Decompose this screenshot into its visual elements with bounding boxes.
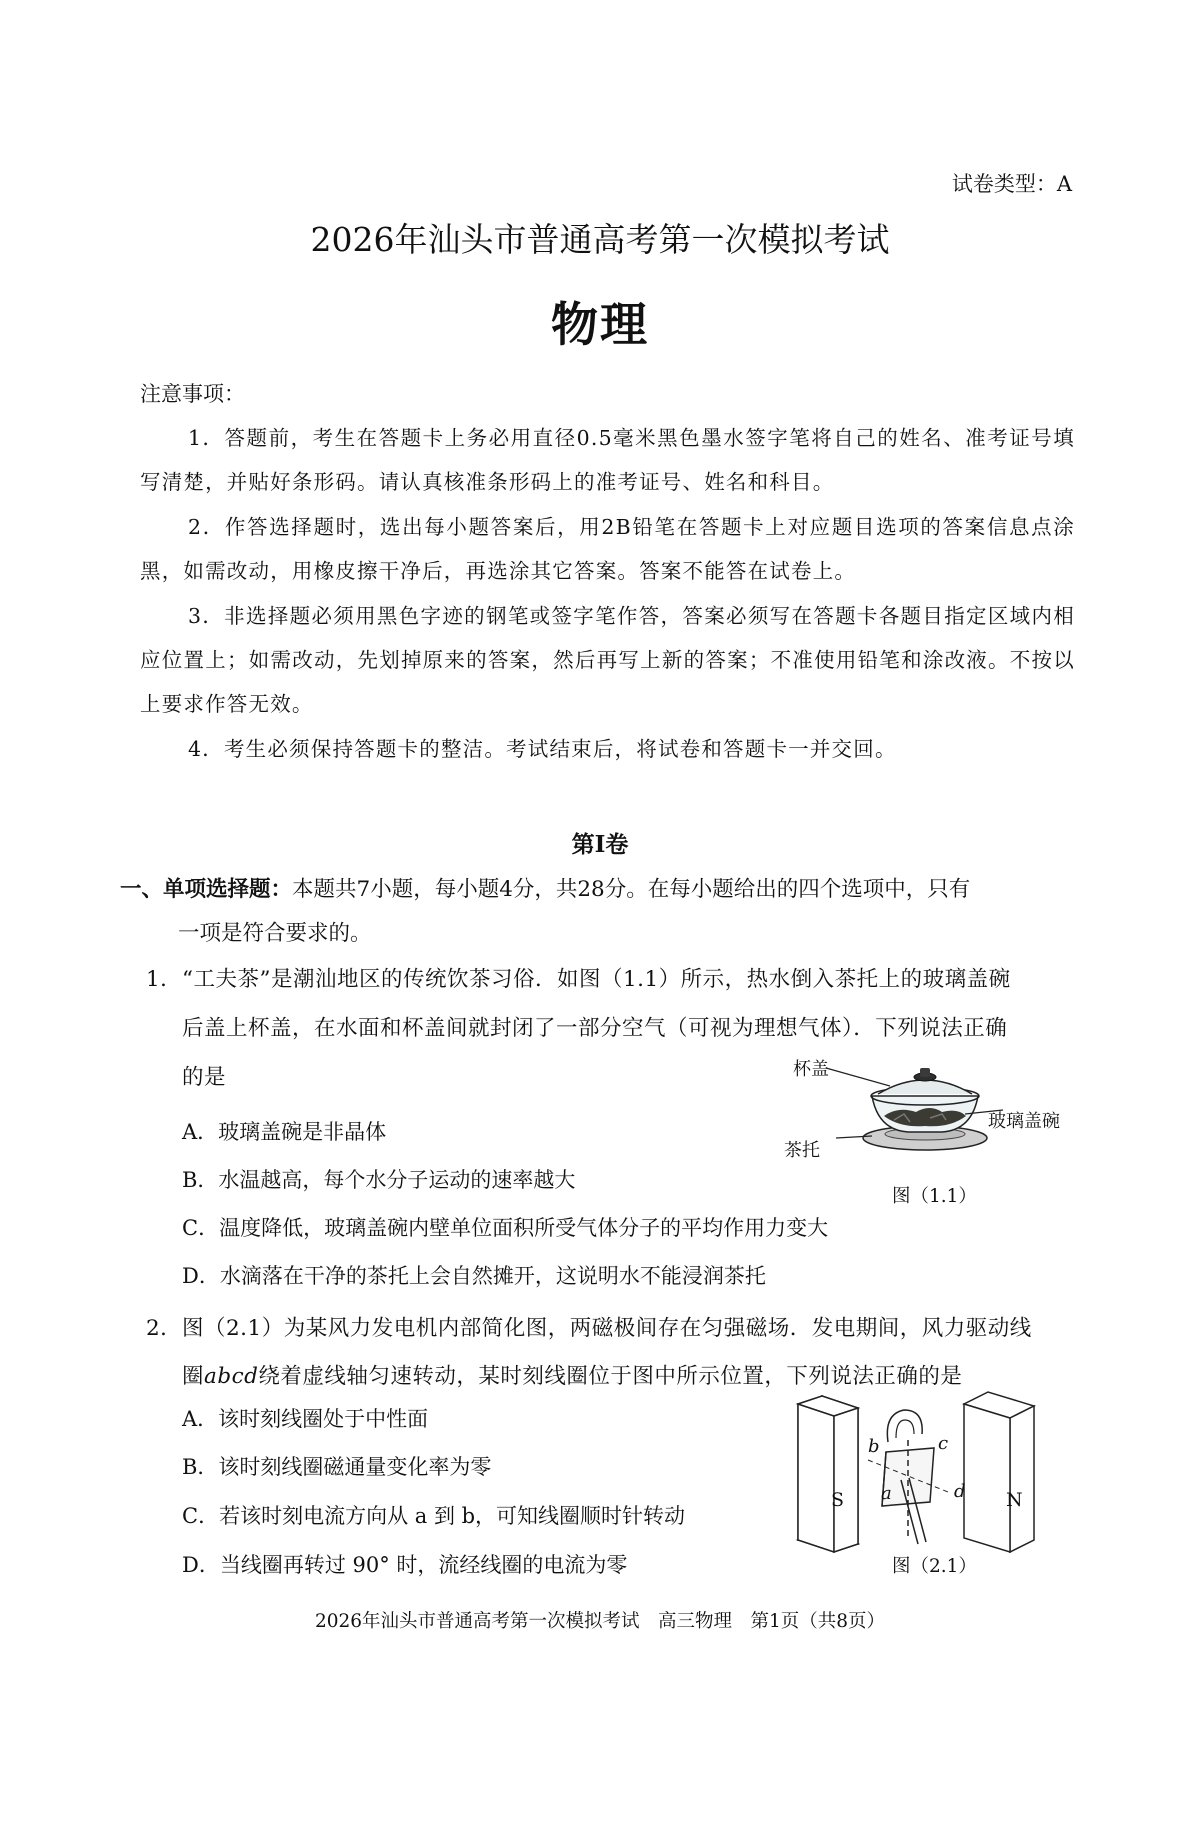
question-2-stem-2-pre: 圈 (182, 1364, 205, 1389)
question-1-stem-2: 后盖上杯盖，在水面和杯盖间就封闭了一部分空气（可视为理想气体）．下列说法正确 (182, 1016, 1008, 1041)
coil-c-label: c (938, 1433, 949, 1454)
lid-label: 杯盖 (793, 1059, 829, 1080)
south-magnet-block (798, 1396, 858, 1552)
subject-title: 物理 (551, 298, 649, 353)
notice-item-3: 3．非选择题必须用黑色字迹的钢笔或签字笔作答，答案必须写在答题卡各题目指定区域内相应位置上；如需改动，先划掉原来的答案，然后再写上新的答案；不准使用铅笔和涂改液。不按以上要求作答无效。 (140, 604, 1075, 716)
question-1-option-b: B．水温越高，每个水分子运动的速率越大 (182, 1168, 576, 1192)
exam-title: 2026年汕头市普通高考第一次模拟考试 (310, 220, 890, 259)
question-2-option-a: A．该时刻线圈处于中性面 (182, 1407, 429, 1431)
question-2-stem-1: 图（2.1）为某风力发电机内部简化图，两磁极间存在匀强磁场．发电期间，风力驱动线 (182, 1316, 1032, 1341)
question-1-stem-3: 的是 (182, 1065, 227, 1090)
coil-a-label: a (881, 1483, 892, 1504)
question-1-option-d: D．水滴落在干净的茶托上会自然摊开，这说明水不能浸润茶托 (182, 1264, 766, 1288)
notice-item-2: 2．作答选择题时，选出每小题答案后，用2B铅笔在答题卡上对应题目选项的答案信息点涂黑，如需改动，用橡皮擦干净后，再选涂其它答案。答案不能答在试卷上。 (140, 515, 1075, 583)
bowl-label: 玻璃盖碗 (988, 1111, 1060, 1132)
paper-type: 试卷类型：A (951, 172, 1072, 196)
notice-item-1: 1．答题前，考生在答题卡上务必用直径0.5毫米黑色墨水签字笔将自己的姓名、准考证号填写清楚，并贴好条形码。请认真核准条形码上的准考证号、姓名和科目。 (140, 426, 1075, 494)
question-2-option-c: C．若该时刻电流方向从 a 到 b，可知线圈顺时针转动 (182, 1504, 686, 1528)
coil-b-label: b (868, 1436, 880, 1457)
notice-heading: 注意事项： (140, 382, 245, 406)
figure-1-caption: 图（1.1） (892, 1186, 977, 1207)
question-1-option-c: C．温度降低，玻璃盖碗内壁单位面积所受气体分子的平均作用力变大 (182, 1216, 829, 1240)
north-magnet-block (964, 1392, 1034, 1552)
question-1-number: 1． (146, 967, 183, 992)
question-2-coil-name: abcd (204, 1364, 259, 1389)
section-title: 第Ⅰ卷 (571, 831, 629, 858)
notice-item-4: 4．考生必须保持答题卡的整洁。考试结束后，将试卷和答题卡一并交回。 (188, 737, 897, 761)
page-footer: 2026年汕头市普通高考第一次模拟考试 高三物理 第1页（共8页） (314, 1611, 886, 1632)
part-instruction (120, 868, 970, 912)
question-2-number: 2． (146, 1316, 183, 1341)
figure-2-caption: 图（2.1） (892, 1556, 977, 1577)
question-2-option-b: B．该时刻线圈磁通量变化率为零 (182, 1455, 492, 1479)
question-2-stem-2-post: 绕着虚线轴匀速转动，某时刻线圈位于图中所示位置，下列说法正确的是 (258, 1364, 963, 1389)
saucer-label: 茶托 (784, 1140, 820, 1161)
part-text-2: 一项是符合要求的。 (178, 921, 372, 946)
part-label: 一、单项选择题： (120, 877, 293, 902)
north-pole-label: N (1006, 1489, 1023, 1511)
part-text-1: 本题共7小题，每小题4分，共28分。在每小题给出的四个选项中，只有 (292, 877, 971, 902)
generator-figure (788, 1380, 1048, 1570)
question-2-option-d: D．当线圈再转过 90° 时，流经线圈的电流为零 (182, 1553, 628, 1577)
question-1-stem-1: “工夫茶”是潮汕地区的传统饮茶习俗．如图（1.1）所示，热水倒入茶托上的玻璃盖碗 (182, 967, 1011, 992)
question-1-option-a: A．玻璃盖碗是非晶体 (182, 1120, 387, 1144)
coil-d-label: d (954, 1481, 966, 1502)
south-pole-label: S (831, 1489, 845, 1511)
slip-ring (887, 1410, 922, 1442)
